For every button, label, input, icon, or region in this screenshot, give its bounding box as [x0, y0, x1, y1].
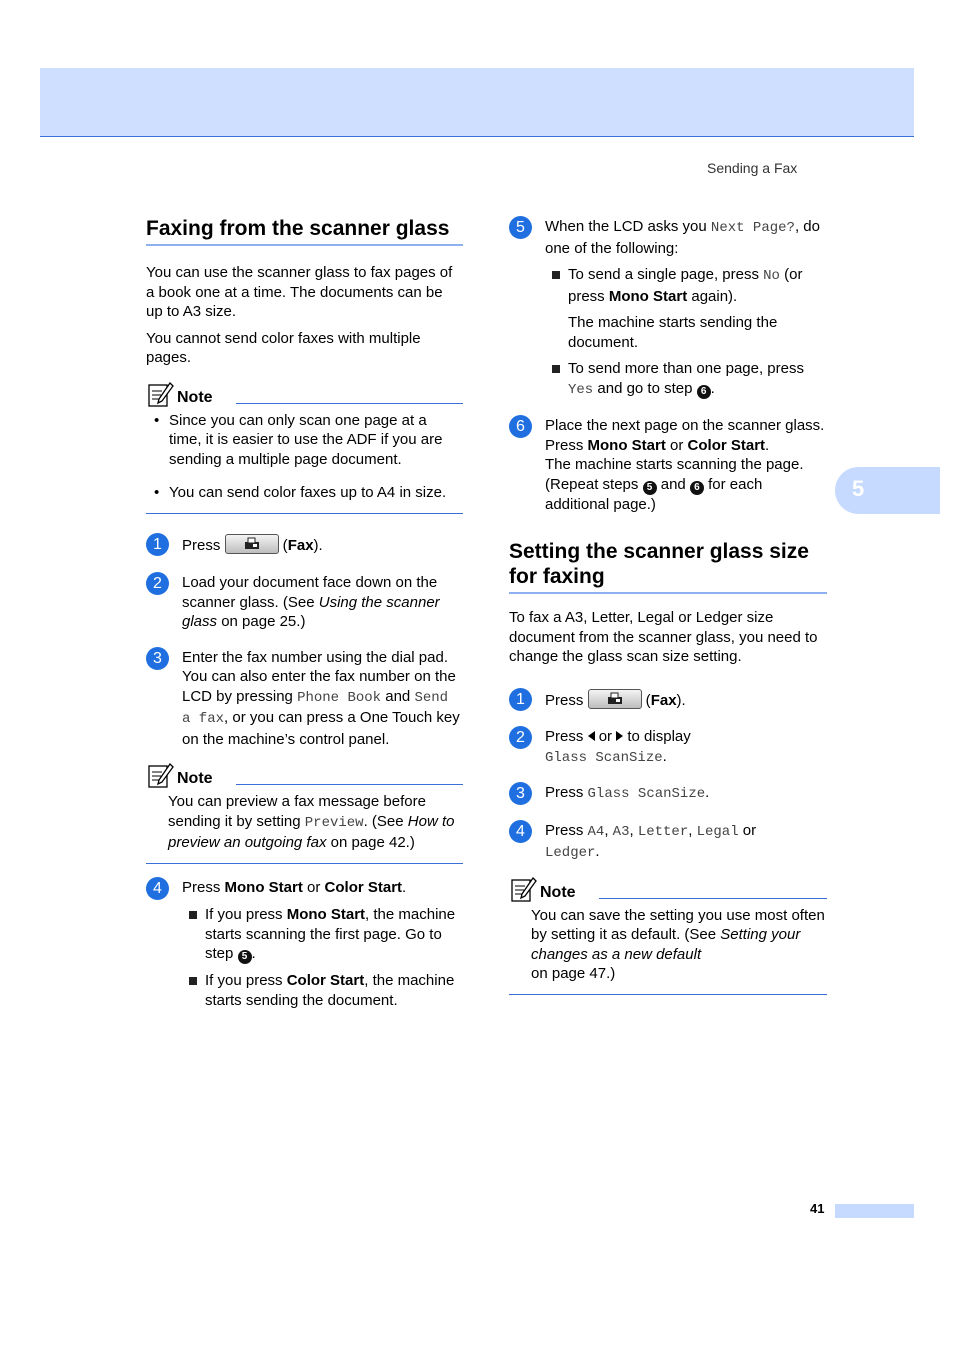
step-3 [146, 648, 463, 750]
cross-reference[interactable]: Using the scanner glass [182, 593, 440, 630]
step-number: 1 [146, 533, 169, 556]
step-4: 4 Press Mono Start or Color Start. If you press Mono Start, the machine starts scanning the first page. Go to step 5 . If you press Color Start, the machine starts sending the document. [146, 878, 463, 1011]
note-header [509, 879, 827, 903]
bullet-item: If you press Color Start, the machine starts sending the document. [182, 971, 463, 1010]
note-header [146, 765, 463, 789]
step-1: 1 Press (Fax). [146, 534, 463, 556]
note-rule [236, 784, 463, 785]
note-pencil-icon [148, 763, 174, 789]
chapter-number: 5 [852, 476, 865, 501]
chapter-tab [835, 467, 940, 514]
step-ref-badge: 5 [238, 950, 252, 964]
step-text: , or you can press a One Touch key on the machine’s control panel. [182, 709, 460, 748]
lcd-text: Phone Book [297, 689, 382, 706]
fax-key-label: Fax [287, 536, 314, 554]
right-arrow-icon [616, 731, 623, 741]
note-end-rule [146, 863, 463, 864]
step-text: Enter the fax number using the dial pad. You can also enter the fax number on the LCD by pressing [182, 648, 456, 705]
note-end-rule [509, 994, 827, 995]
cross-reference[interactable]: How to preview an outgoing fax [168, 812, 455, 851]
step-number: 4 [146, 877, 169, 900]
step-number: 6 [509, 415, 532, 438]
note-label: Note [177, 770, 213, 787]
lcd-text: Preview [304, 814, 364, 831]
bullet-subtext: The machine starts sending the document. [568, 314, 778, 351]
intro-paragraph-2: You cannot send color faxes with multiple pages. [146, 329, 421, 366]
step-text: Press [182, 536, 221, 554]
step-text: on page 25.) [221, 613, 306, 630]
fax-icon [244, 537, 260, 550]
step-2: 2 Press or to display Glass ScanSize. [509, 727, 827, 768]
note-label: Note [540, 883, 576, 901]
note-end-rule [146, 513, 463, 514]
note-body: You can save the setting you use most often by setting it as default. (See Setting your changes as a new default on page 47.) [531, 906, 825, 982]
page-number: 41 [810, 1201, 825, 1216]
note-rule [599, 898, 827, 899]
step-5: 5 When the LCD asks you Next Page?, do one of the following: To send a single page, press No (or press Mono Start again). The machine starts sending the document. To send more than one page, press Yes and go to step 6 . [509, 217, 827, 400]
mono-start-key: Mono Start [224, 878, 303, 896]
step-number: 2 [509, 726, 532, 749]
header-band [40, 68, 914, 137]
intro-paragraph: To fax a A3, Letter, Legal or Ledger size document from the scanner glass, you need to change the glass scan size setting. [509, 609, 818, 665]
cross-reference[interactable]: Setting your changes as a new default [531, 926, 801, 963]
lcd-text: Send a fax [182, 689, 449, 727]
lcd-text: Glass ScanSize [545, 749, 663, 766]
step-ref-badge: 6 [697, 385, 711, 399]
fax-button[interactable] [588, 689, 642, 709]
step-6: 6 Place the next page on the scanner glass. Press Mono Start or Color Start. The machine starts scanning the page. (Repeat steps 5 and 6 for each additional page.) [509, 416, 827, 514]
note-header [146, 384, 463, 408]
section-title: Faxing from the scanner glass [146, 216, 463, 246]
left-column [146, 216, 463, 1010]
step-number: 2 [146, 572, 169, 595]
color-start-key: Color Start [324, 878, 403, 896]
step-ref-badge: 6 [690, 481, 704, 495]
intro-paragraph: You can use the scanner glass to fax pages of a book one at a time. The documents can be up to A3 size. [146, 264, 453, 320]
lcd-text: Next Page? [710, 220, 795, 236]
step-number: 1 [509, 688, 532, 711]
left-arrow-icon [588, 731, 595, 741]
note-body: You can preview a fax message before sending it by setting Preview. (See How to preview an outgoing fax on page 42.) [168, 793, 455, 851]
note-item: • Since you can only scan one page at a time, it is easier to use the ADF if you are sending a multiple page document. [146, 411, 463, 470]
step-text: and [385, 687, 411, 705]
step-number: 3 [509, 782, 532, 805]
step-number: 5 [509, 216, 532, 239]
step-3: 3 Press Glass ScanSize. [509, 783, 827, 805]
fax-button[interactable] [225, 534, 279, 554]
step-text: Load your document face down on the scanner glass. (See [182, 574, 438, 611]
bullet-item: To send a single page, press No (or press Mono Start again). [545, 265, 827, 306]
note-item: • You can send color faxes up to A4 in size. [146, 483, 463, 503]
fax-icon [607, 692, 623, 705]
note-rule [236, 403, 463, 404]
bullet-item: To send more than one page, press Yes and go to step 6 . [545, 359, 827, 400]
lcd-text: Yes [568, 381, 594, 398]
step-number: 4 [509, 820, 532, 843]
note-pencil-icon [511, 877, 537, 903]
note-pencil-icon [148, 382, 174, 408]
lcd-text: No [763, 268, 780, 284]
lcd-text: Glass ScanSize [587, 786, 706, 802]
page-bar [835, 1204, 914, 1218]
right-column [509, 217, 827, 995]
bullet-item: If you press Mono Start, the machine starts scanning the first page. Go to step 5 . [182, 905, 463, 964]
step-4: 4 Press A4, A3, Letter, Legal or Ledger. [509, 821, 827, 864]
step-number: 3 [146, 647, 169, 670]
section-title: Setting the scanner glass size for faxing [509, 539, 827, 594]
step-ref-badge: 5 [643, 481, 657, 495]
step-2 [146, 573, 463, 632]
running-header: Sending a Fax [707, 160, 798, 176]
step-1: 1 Press (Fax). [509, 689, 827, 711]
note-label: Note [177, 388, 213, 406]
